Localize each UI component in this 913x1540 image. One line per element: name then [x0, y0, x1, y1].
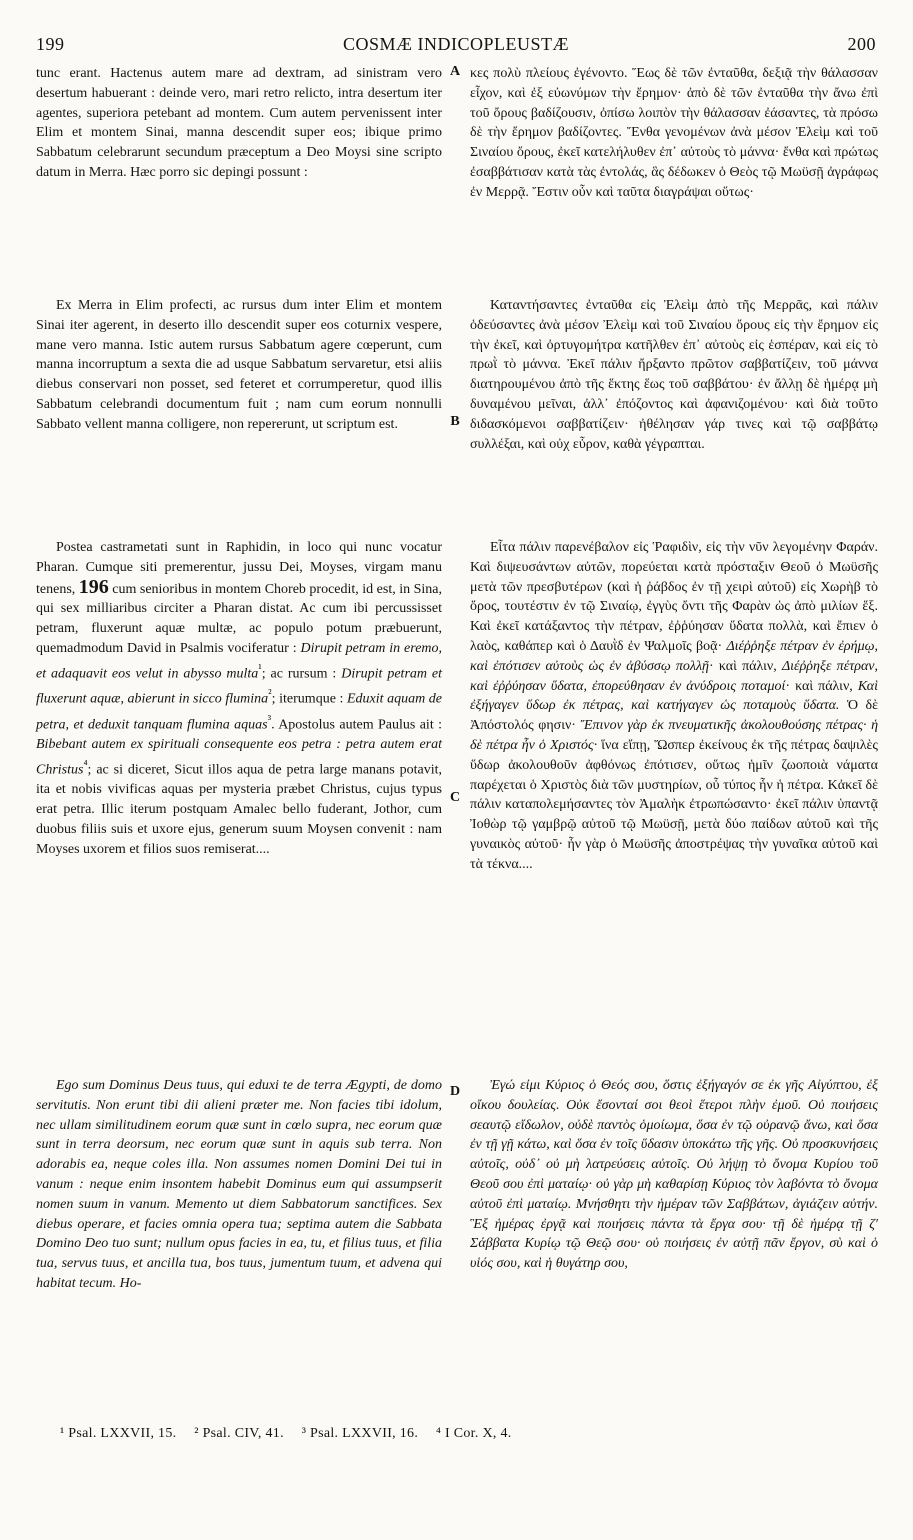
greek-column-3 — [470, 538, 878, 875]
footnotes — [60, 1426, 820, 1442]
greek-quote: Διέῤῥηξε πέτραν, καὶ ἐῤῥύησαν ὕδατα, ἐπορεύθησαν ἐν ἀνύδροις ποταμοί — [470, 658, 879, 694]
latin-quote: Bibebant autem ex spirituali consequente eos petra : petra autem erat Christus — [36, 737, 442, 778]
latin-paragraph-2: Ex Merra in Elim profecti, ac rursus dum inter Elim et montem Sinai iter agerent, in deserto illo descendit super eos coturnix vespere, mane vero manna. Istic autem rursus Sabbatum agere cœperunt, cum manna incorruptum a sexta die ad usque Sabbatum servaretur, etsi aliis diebus conservari non posset, sed feteret et corrumperetur, quod illis Sabbatum celebrandi documentum fuit ; nam cum eorum nonnulli Sabbato vellent manna colligere, non repererunt, ut scriptum est. — [36, 298, 442, 432]
margin-marker-b: B — [450, 414, 460, 429]
footnote-2: ² Psal. CIV, 41. — [194, 1426, 284, 1441]
greek-text: · καὶ πάλιν, — [785, 678, 853, 694]
margin-marker-a: A — [449, 64, 461, 79]
greek-quote: Καὶ ἐξήγαγεν ὕδωρ ἐκ πέτρας, καὶ κατήγαγεν ὡς ποταμοὺς ὕδατα. — [470, 678, 879, 714]
latin-text: cum senioribus in montem Choreb procedit, id est, in Sina, qui sex milliaribus circiter a Pharan distat. Ac cum ibi percussisset petram, fluxerunt aquæ multæ, ac populo potum præbuerunt, quemadmodum David in Psalmis vociferatur : — [36, 581, 442, 656]
running-title: COSMÆ INDICOPLEUSTÆ — [342, 34, 570, 54]
greek-column-2 — [470, 296, 878, 454]
latin-column-2 — [36, 296, 442, 435]
greek-text: Εἶτα πάλιν παρενέβαλον εἰς Ῥαφιδὶν, εἰς τὴν νῦν λεγομένην Φαράν. Καὶ διψευσάντων αὐτῶν, πορεύεται κατὰ πρόσταξιν Θεοῦ ὁ Μωϋσῆς μετὰ τῶν πρεσβυτέρων (καὶ ἡ ῥάβδος ἐν τῇ χειρὶ αὐτοῦ) εἰς Χωρὴβ τὸ ὄρος, τουτέστιν ἐν τῷ Σιναίῳ, ἐγγὺς ὄντι τῆς Φαρὰν ὡς ἀπὸ μιλίων ἕξ. Καὶ ἐκεῖ κατάξαντος τὴν πέτραν, ἐῤῥύησαν ὕδατα πολλὰ, καὶ ἔπιεν ὁ λαὸς, καθάπερ καὶ ὁ Δαυῒδ ἐν Ψαλμοῖς βοᾷ· — [470, 540, 878, 654]
greek-text: ἵνα εἴπῃ, Ὥσπερ ἐκείνους ἐκ τῆς πέτρας δαψιλὲς ὕδωρ ἀκολουθοῦν ἀφθόνως ἐπότισεν, οὕτως ἡμῖν ζωοποιὰ νάματα παρέχεται ὁ Χριστὸς διὰ τῶν μυστηρίων, οὗ τύπος ἦν ἡ πέτρα. Κἀκεῖ δὲ πάλιν καταπολεμήσαντες τὸν Ἀμαλὴκ ἐτρωπώσαντο· ἐκεῖ πάλιν ὑπαντᾷ Ἰοθὼρ τῷ γαμβρῷ αὐτοῦ τῷ Μωϋσῇ, μετὰ δύο παίδων αὐτοῦ καὶ τῆς γυναικὸς αὐτοῦ· ἦν γὰρ ὁ Μωϋσῆς ἀποστρέψας τὴν γυναῖκα αὐτοῦ καὶ τὰ τέκνα.... — [470, 737, 878, 872]
latin-quote: Dirupit petram et fluxerunt aquæ, abierunt in sicco flumina — [36, 666, 443, 707]
latin-text: ; ac rursum : — [261, 666, 337, 682]
latin-text: ; ac si diceret, Sicut illos aqua de petra large manans potavit, ita et nobis vivificas aquas per mysteria præbet Christus, cujus typus erat petra. Illic iterum postquam Amalec bello fuderant, Jothor, cum duobus filiis suis et uxore ejus, generum suum Moysen convenit : nam Moyses uxorem et filios suos remiserat.... — [36, 762, 442, 857]
greek-paragraph-3 — [470, 538, 878, 875]
footnote-ref: ² — [268, 687, 272, 701]
margin-marker-d: D — [449, 1084, 461, 1099]
latin-quote: Eduxit aquam de petra, et deduxit tanquam flumina aquas — [36, 691, 443, 733]
latin-column-4 — [36, 1076, 442, 1294]
latin-paragraph-3 — [36, 538, 442, 860]
greek-column — [470, 64, 878, 203]
page-header — [36, 34, 876, 62]
footnote-ref: ¹ — [258, 661, 262, 675]
latin-paragraph-4: Ego sum Dominus Deus tuus, qui eduxi te de terra Ægypti, de domo servitutis. Non erunt tibi dii alieni præter me. Non facies tibi idolum, nec ullam similitudinem eorum quæ sunt in cœlo supra, nec eorum quæ sunt in terra deorsum, nec eorum quæ sunt in aquis sub terra. Non adorabis ea, neque coles illa. Non assumes nomen Domini Dei tui in vanum : neque enim insontem habebit Dominus eum qui assumpserit nomen suum in vanum. Memento ut diem Sabbatorum sanctifices. Sex diebus operare, et facies omnia opera tua; septima autem die Sabbata Domino Deo tuo sunt; nullum opus facies in ea, tu, et filius tuus, et filia tua, servus tuus, et ancilla tua, bos tuus, jumentum tuum, et advena qui habitat tecum. Ho- — [36, 1078, 442, 1291]
latin-column — [36, 64, 442, 183]
greek-paragraph-4: Ἐγώ εἰμι Κύριος ὁ Θεός σου, ὅστις ἐξήγαγόν σε ἐκ γῆς Αἰγύπτου, ἐξ οἴκου δουλείας. Οὐκ ἔσονταί σοι θεοὶ ἕτεροι πλὴν ἐμοῦ. Οὐ ποιήσεις σεαυτῷ εἴδωλον, οὐδὲ παντὸς ὁμοίωμα, ὅσα ἐν τῷ οὐρανῷ ἄνω, καὶ ὅσα ἐν τῇ γῇ κάτω, καὶ ὅσα ἐν τοῖς ὕδασιν ὑποκάτω τῆς γῆς. Οὐ προσκυνήσεις αὐτοῖς, οὐδ᾽ οὐ μὴ λατρεύσεις αὐτοῖς. Οὐ λήψῃ τὸ ὄνομα Κυρίου τοῦ Θεοῦ σου ἐπὶ ματαίῳ· οὐ γὰρ μὴ καθαρίσῃ Κύριος τὸν λαβόντα τὸ ὄνομα αὐτοῦ ἐπὶ ματαίῳ. Μνήσθητι τὴν ἡμέραν τῶν Σαββάτων, ἁγιάζειν αὐτήν. Ἓξ ἡμέρας ἐργᾷ καὶ ποιήσεις πάντα τὰ ἔργα σου· τῇ δὲ ἡμέρᾳ τῇ ζ′ Σάββατα Κυρίῳ τῷ Θεῷ σου· οὐ ποιήσεις ἐν αὐτῇ πᾶν ἔργον, σὺ καὶ ὁ υἱός σου, καὶ ἡ θυγάτηρ σου, — [470, 1078, 878, 1272]
page-number-left: 199 — [36, 34, 65, 54]
greek-quote: Διέῤῥηξε πέτραν ἐν ἐρήμῳ, καὶ ἐπότισεν αὐτοὺς ὡς ἐν ἀβύσσῳ πολλῇ — [470, 638, 879, 674]
greek-text: · καὶ πάλιν, — [709, 658, 777, 674]
latin-quote: Dirupit petram in eremo, et adaquavit eos velut in abysso multa — [36, 640, 443, 682]
footnote-4: ⁴ I Cor. X, 4. — [435, 1426, 512, 1441]
greek-paragraph-1: κες πολὺ πλείους ἐγένοντο. Ἕως δὲ τῶν ἐνταῦθα, δεξιᾷ τὴν θάλασσαν εἶχον, καὶ ἐξ εὐωνύμων τὴν ἔρημον· ἀπὸ δὲ τῶν ἐνταῦθα τὴν ἄνω ἐπὶ τοῦ ὄρους βαδίζουσιν, ὀπίσω λοιπὸν τὴν θάλασσαν ἐάσαντες, τὰ πρόσω δὲ τὴν ἔρημον βαδίζοντες. Ἔνθα γενομένων ἀνὰ μέσον Ἐλεὶμ καὶ τοῦ Σιναίου ὄρους, ἐκεῖ κατελήλυθεν ἐπ᾽ αὐτοὺς τὸ μάννα· ἔνθα καὶ πρώτως ἐσαββάτισαν κατὰ τὰς ἐντολάς, ἃς δέδωκεν ὁ Θεὸς τῷ Μωϋσῇ ἀγράφως ἐν Μερρᾷ. Ἔστιν οὖν καὶ ταῦτα διαγράψαι οὕτως· — [470, 66, 878, 200]
latin-paragraph-1: tunc erant. Hactenus autem mare ad dextram, ad sinistram vero desertum habuerant : deinde vero, mari retro relicto, intra desertum iter agentes, superiora petebant ad montem. Cum autem pervenissent inter Elim et montem Sinai, manna descendit super eos; ibique primo Sabbatum celebrarunt secundum præceptum a Deo Moysi sine scripto datum in Merra. Hæc porro sic depingi possunt : — [36, 66, 442, 180]
latin-column-3 — [36, 538, 442, 860]
latin-text: ; iterumque : — [271, 691, 344, 707]
column-number: 196 — [78, 575, 109, 598]
footnote-ref: ³ — [267, 712, 272, 726]
latin-text: . Apostolus autem Paulus ait : — [271, 717, 442, 733]
margin-marker-c: C — [449, 790, 461, 805]
greek-text: Ὁ δὲ Ἀπόστολός φησιν· — [470, 698, 878, 734]
page-number-right: 200 — [847, 34, 876, 54]
footnote-3: ³ Psal. LXXVII, 16. — [301, 1426, 419, 1441]
greek-column-4 — [470, 1076, 878, 1274]
footnote-1: ¹ Psal. LXXVII, 15. — [60, 1426, 177, 1441]
greek-paragraph-2: Καταντήσαντες ἐνταῦθα εἰς Ἐλεὶμ ἀπὸ τῆς Μερρᾶς, καὶ πάλιν ὁδεύσαντες ἀνὰ μέσον Ἐλεὶμ καὶ τοῦ Σιναίου ὄρους εἰς τὴν ἔρημον εἰς τὴν ἐκεῖ, καὶ ὀρτυγομήτρα κατῆλθεν ἐπ᾽ αὐτοὺς εἰς ἑσπέραν, καὶ εἰς τὸ πρωῒ τὸ μάννα. Ἐκεῖ πάλιν ἤρξαντο πρῶτον σαββατίζειν, τοῦ μάννα διατηρουμένου ἀπὸ τῆς ἕκτης ἕως τοῦ σαββάτου· ἐν ἄλλῃ δὲ ἡμέρᾳ μὴ δυναμένου μεῖναι, ἀλλ᾽ ἐπόζοντος καὶ ἀφανιζομένου· καὶ διὰ τοῦτο διδασκόμενοι σαββατίζειν· ἠθέλησαν γάρ τινες καὶ τῷ σαββάτῳ συλλέξαι, καὶ οὐχ εὗρον, καθὰ γέγραπται. — [470, 298, 878, 452]
greek-quote: Ἔπινον γὰρ ἐκ πνευματικῆς ἀκολουθούσης πέτρας· ἡ δὲ πέτρα ἦν ὁ Χριστός· — [470, 718, 879, 753]
footnote-ref: ⁴ — [83, 757, 88, 771]
latin-text: Postea castrametati sunt in Raphidin, in loco qui nunc vocatur Pharan. Cumque siti premerentur, jussu Dei, Moyses, virgam manu tenens, — [36, 540, 442, 597]
